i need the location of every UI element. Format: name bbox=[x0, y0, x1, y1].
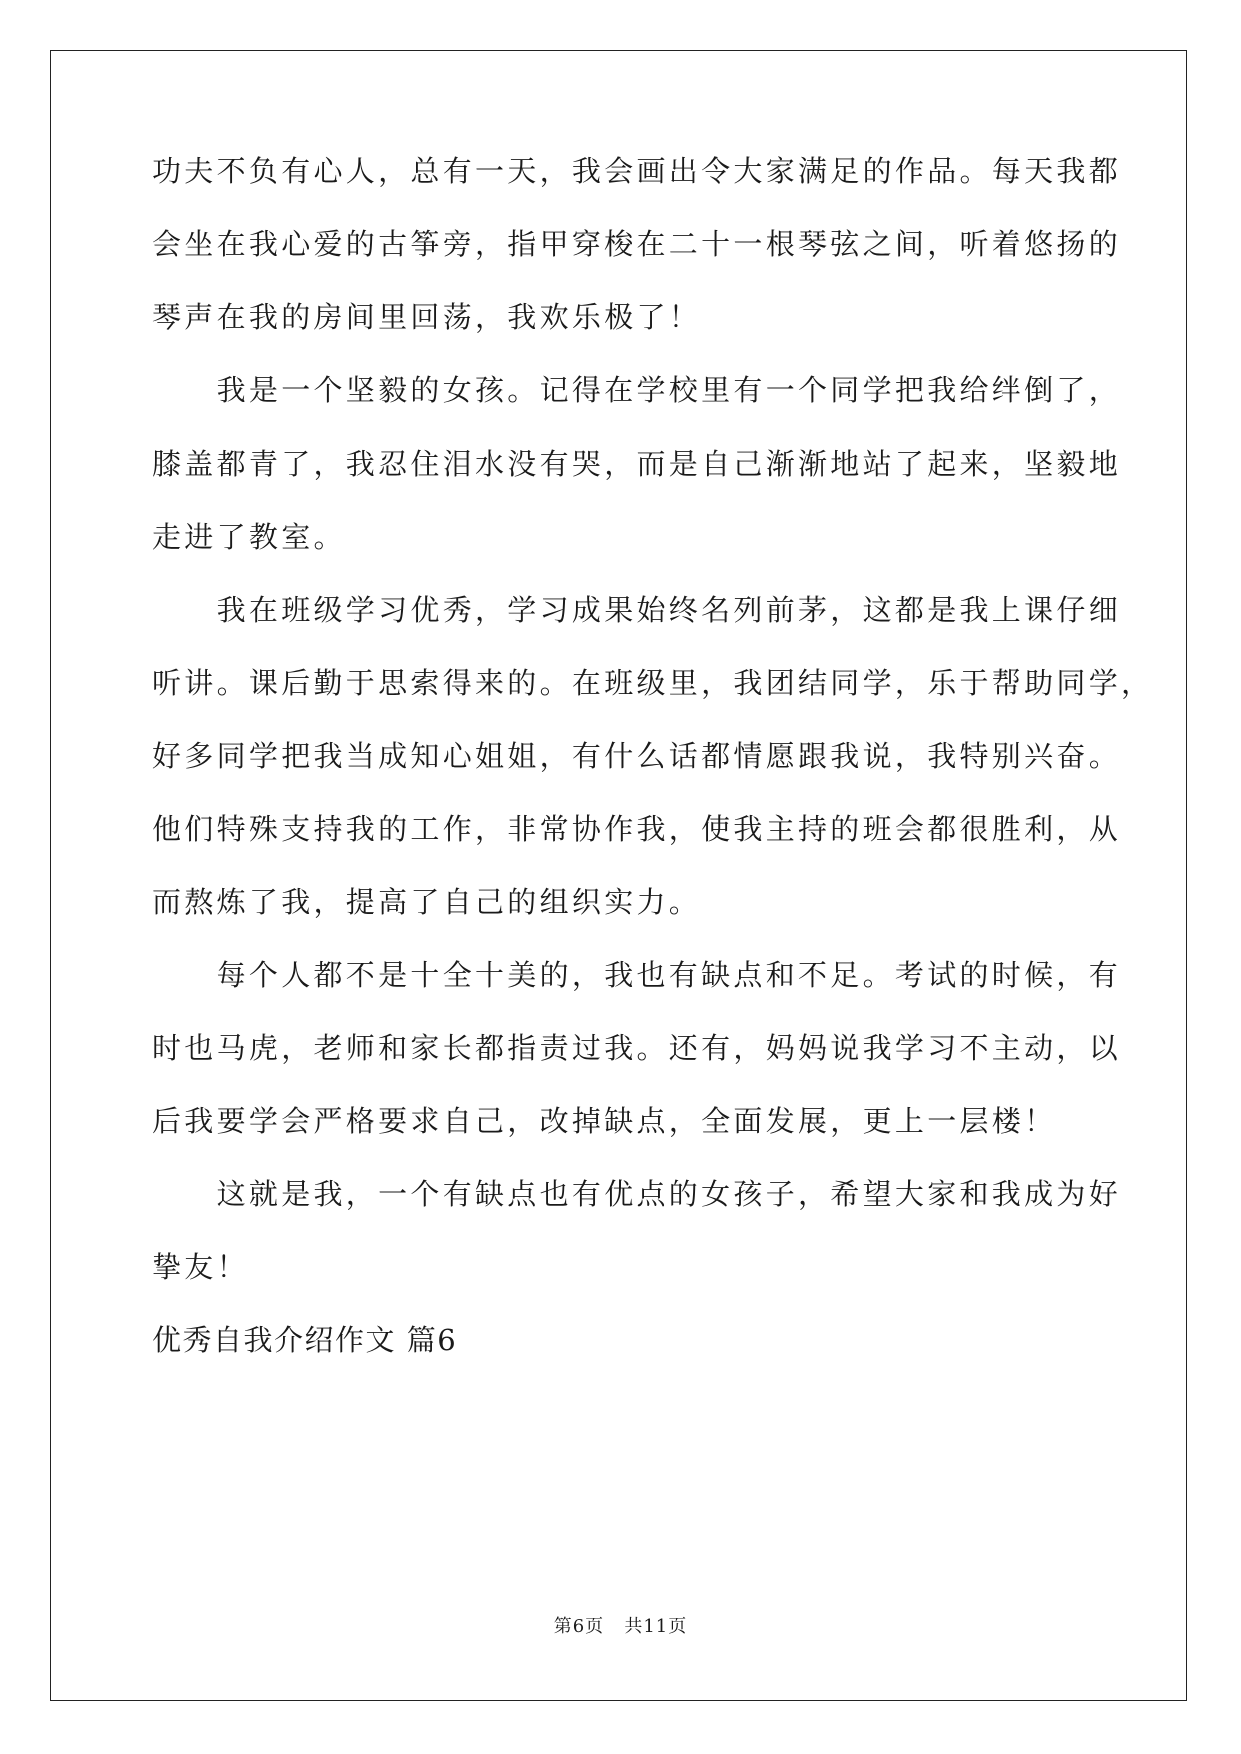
text-line: 而熬炼了我，提高了自己的组织实力。 bbox=[152, 885, 702, 919]
page-total: 共11页 bbox=[624, 1616, 688, 1637]
text-line: 每个人都不是十全十美的，我也有缺点和不足。考试的时候，有 bbox=[152, 958, 1122, 992]
section-heading: 优秀自我介绍作文 篇6 bbox=[152, 1323, 458, 1357]
text-line: 后我要学会严格要求自己，改掉缺点，全面发展，更上一层楼！ bbox=[152, 1104, 1057, 1138]
page-footer bbox=[0, 1615, 1241, 1639]
text-line: 会坐在我心爱的古筝旁，指甲穿梭在二十一根琴弦之间，听着悠扬的 bbox=[152, 227, 1122, 261]
text-line: 膝盖都青了，我忍住泪水没有哭，而是自己渐渐地站了起来，坚毅地 bbox=[152, 447, 1122, 481]
text-line: 功夫不负有心人，总有一天，我会画出令大家满足的作品。每天我都 bbox=[152, 154, 1122, 188]
text-line: 我在班级学习优秀，学习成果始终名列前茅，这都是我上课仔细 bbox=[152, 593, 1122, 627]
text-line: 挚友！ bbox=[152, 1250, 249, 1284]
text-line: 听讲。课后勤于思索得来的。在班级里，我团结同学，乐于帮助同学， bbox=[152, 666, 1154, 700]
text-line: 好多同学把我当成知心姐姐，有什么话都情愿跟我说，我特别兴奋。 bbox=[152, 739, 1122, 773]
text-line: 时也马虎，老师和家长都指责过我。还有，妈妈说我学习不主动，以 bbox=[152, 1031, 1122, 1065]
text-line: 琴声在我的房间里回荡，我欢乐极了！ bbox=[152, 300, 702, 334]
text-line: 走进了教室。 bbox=[152, 520, 346, 554]
text-line: 他们特殊支持我的工作，非常协作我，使我主持的班会都很胜利，从 bbox=[152, 812, 1122, 846]
text-line: 这就是我，一个有缺点也有优点的女孩子，希望大家和我成为好 bbox=[152, 1177, 1122, 1211]
page-number: 第6页 bbox=[553, 1616, 605, 1637]
text-line: 我是一个坚毅的女孩。记得在学校里有一个同学把我给绊倒了， bbox=[152, 373, 1122, 407]
